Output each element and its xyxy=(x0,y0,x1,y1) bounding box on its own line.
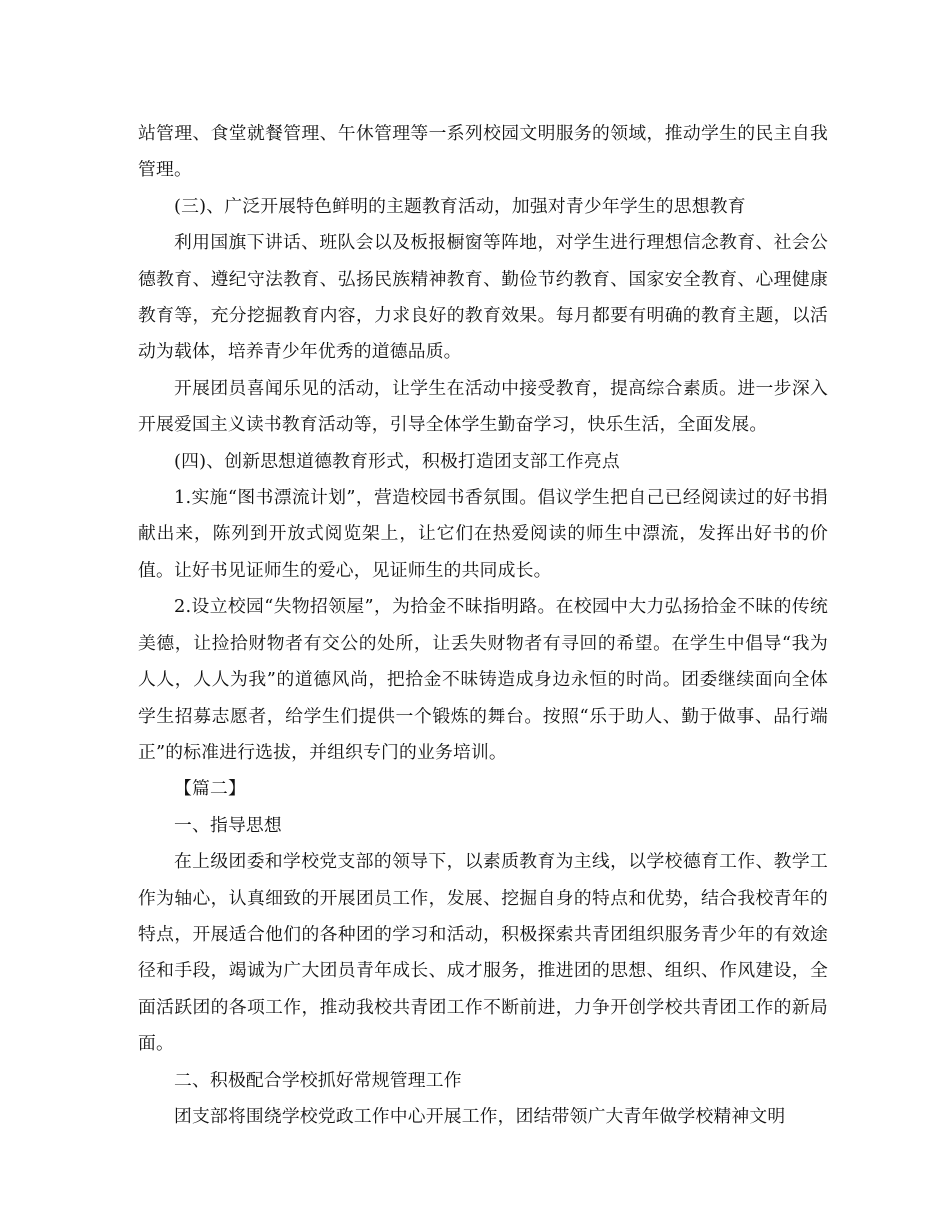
part-heading: 【篇二】 xyxy=(174,778,246,800)
section-heading: 一、指导思想 xyxy=(174,814,282,836)
paragraph: 利用国旗下讲话、班队会以及板报橱窗等阵地，对学生进行理想信念教育、社会公德教育、遵纪守法教育、弘扬民族精神教育、勤俭节约教育、国家安全教育、心理健康教育等，充分挖掘教育内容，力求良好的教育效果。每月都要有明确的教育主题，以活动为载体，培养青少年优秀的道德品质。 xyxy=(138,232,828,363)
section-heading: (四)、创新思想道德教育形式，积极打造团支部工作亮点 xyxy=(174,450,620,472)
paragraph: 团支部将围绕学校党政工作中心开展工作，团结带领广大青年做学校精神文明 xyxy=(174,1105,786,1127)
document-body xyxy=(138,116,828,1135)
section-heading: 二、积极配合学校抓好常规管理工作 xyxy=(174,1069,462,1091)
paragraph: 在上级团委和学校党支部的领导下，以素质教育为主线，以学校德育工作、教学工作为轴心，认真细致的开展团员工作，发展、挖掘自身的特点和优势，结合我校青年的特点，开展适合他们的各种团的学习和活动，积极探索共青团组织服务青少年的有效途径和手段，竭诚为广大团员青年成长、成才服务，推进团的思想、组织、作风建设，全面活跃团的各项工作，推动我校共青团工作不断前进，力争开创学校共青团工作的新局面。 xyxy=(138,851,828,1055)
paragraph: 开展团员喜闻乐见的活动，让学生在活动中接受教育，提高综合素质。进一步深入开展爱国主义读书教育活动等，引导全体学生勤奋学习，快乐生活，全面发展。 xyxy=(138,377,828,436)
paragraph: 站管理、食堂就餐管理、午休管理等一系列校园文明服务的领域，推动学生的民主自我管理。 xyxy=(138,123,828,181)
section-heading: (三)、广泛开展特色鲜明的主题教育活动，加强对青少年学生的思想教育 xyxy=(174,195,746,217)
paragraph: 1.实施“图书漂流计划”，营造校园书香氛围。倡议学生把自己已经阅读过的好书捐献出来，陈列到开放式阅览架上，让它们在热爱阅读的师生中漂流，发挥出好书的价值。让好书见证师生的爱心，见证师生的共同成长。 xyxy=(138,487,828,581)
paragraph: 2.设立校园“失物招领屋”，为拾金不昧指明路。在校园中大力弘扬拾金不昧的传统美德，让捡拾财物者有交公的处所，让丢失财物者有寻回的希望。在学生中倡导“我为人人，人人为我”的道德风尚，把拾金不昧铸造成身边永恒的时尚。团委继续面向全体学生招募志愿者，给学生们提供一个锻炼的舞台。按照“乐于助人、勤于做事、品行端正”的标准进行选拔，并组织专门的业务培训。 xyxy=(138,596,828,763)
